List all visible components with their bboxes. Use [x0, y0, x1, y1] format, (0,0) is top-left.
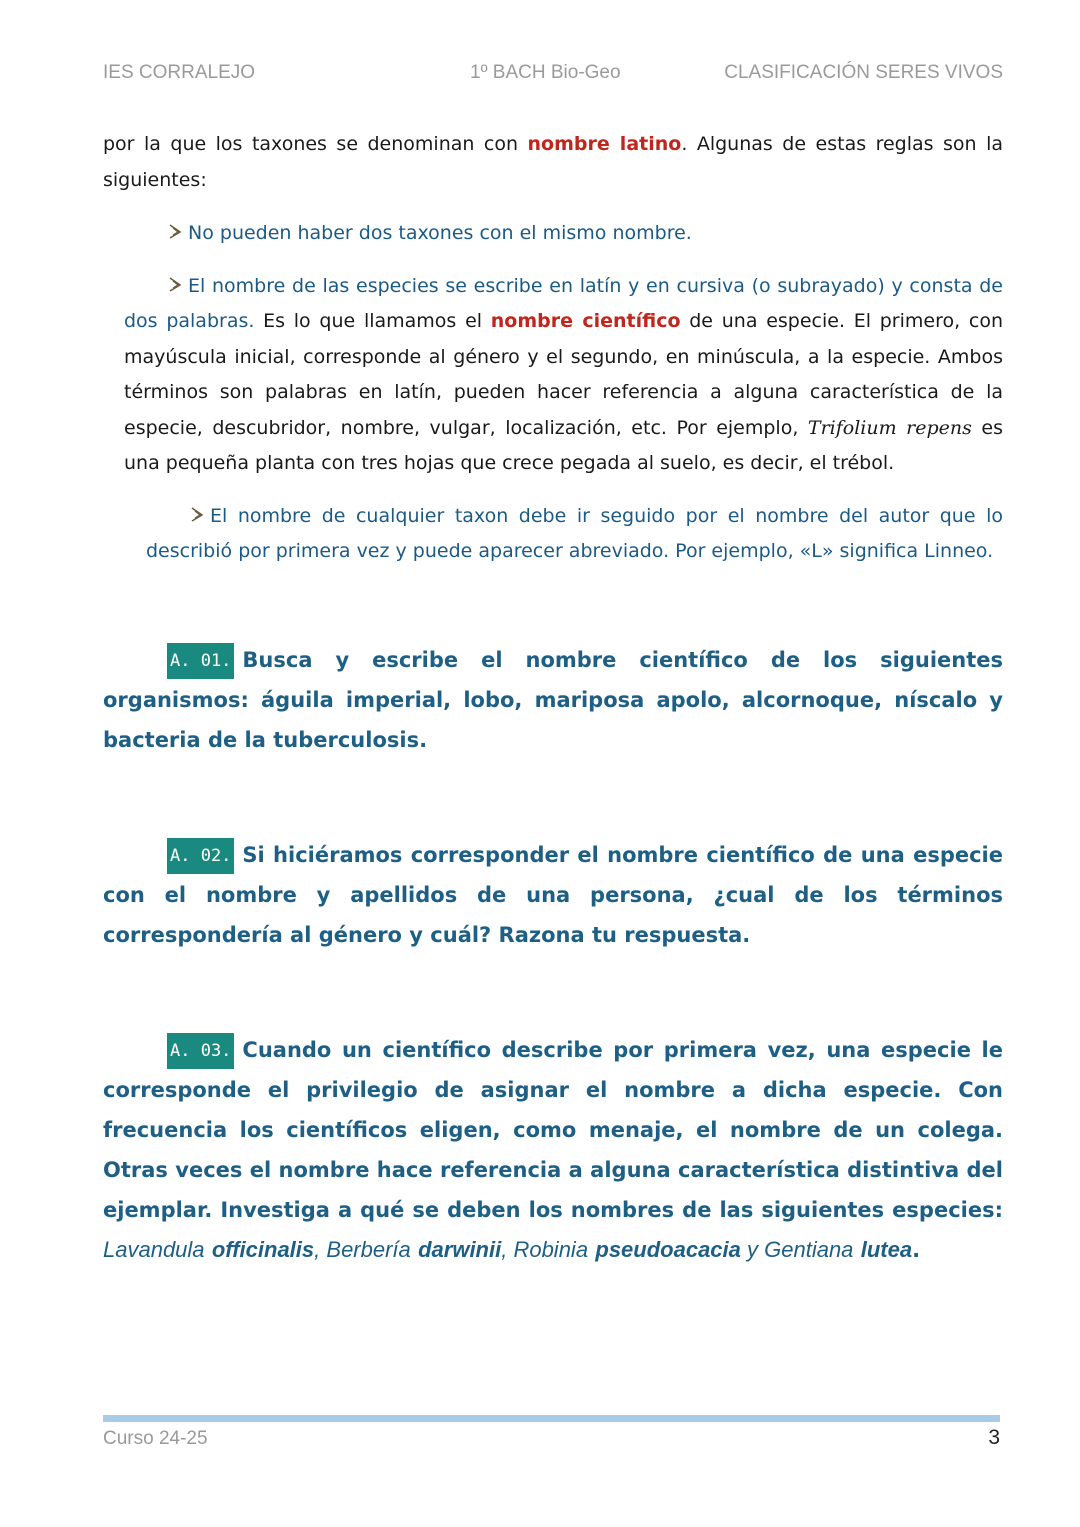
- footer-course: Curso 24-25: [103, 1428, 208, 1449]
- rule-item-2: [103, 269, 1003, 482]
- species-separator: y: [740, 1236, 765, 1262]
- rule-2-blue-text: El nombre de las especies se escribe en latín y en cursiva (o subrayado) y consta de dos palabras.: [124, 274, 1003, 332]
- rule-item-1: [103, 216, 1003, 252]
- species-epithet: officinalis: [211, 1236, 315, 1262]
- header-school: IES CORRALEJO: [103, 62, 256, 83]
- species-genus: Lavandula: [103, 1236, 205, 1262]
- species-epithet: darwinii: [418, 1236, 502, 1262]
- activity-03: [103, 1030, 1003, 1270]
- rule-2-highlight: nombre científico: [490, 310, 681, 332]
- species-separator: ,: [501, 1236, 514, 1262]
- page-content: [103, 127, 1003, 1270]
- rule-2-text-3: es una pequeña planta con tres hojas que crece pegada al suelo, es decir, el trébol.: [124, 416, 1003, 474]
- activity-tag: A. 03.: [167, 1033, 234, 1069]
- intro-highlight: nombre latino: [527, 133, 682, 155]
- species-epithet: lutea: [860, 1236, 913, 1262]
- page-number: 3: [988, 1426, 1000, 1449]
- species-genus: Gentiana: [764, 1236, 854, 1262]
- intro-text-1: por la que los taxones se denominan con: [103, 133, 528, 155]
- activity-03-end: .: [912, 1237, 921, 1262]
- footer-divider: [103, 1415, 1000, 1422]
- species-genus: Robinia: [513, 1236, 589, 1262]
- activity-01-text: Busca y escribe el nombre científico de los siguientes organismos: águila imperial, lobo, mariposa apolo, alcornoque, níscalo y bacteria de la tuberculosis.: [103, 647, 1003, 752]
- intro-text-2: . Algunas de estas reglas son la siguientes:: [103, 133, 1004, 191]
- rule-3-text: El nombre de cualquier taxon debe ir seguido por el nombre del autor que lo describió por primera vez y puede aparecer abreviado. Por ejemplo, «L» significa Linneo.: [146, 504, 1003, 562]
- activity-02: [103, 835, 1003, 955]
- header-topic: CLASIFICACIÓN SERES VIVOS: [724, 62, 1003, 83]
- rule-2-species: Trifolium repens: [807, 416, 972, 439]
- activity-02-text: Si hiciéramos corresponder el nombre científico de una especie con el nombre y apellidos de una persona, ¿cual de los términos correspondería al género y cuál? Razona tu respuesta.: [103, 842, 1003, 947]
- checkmark-arrow-icon: [167, 223, 184, 240]
- activity-tag: A. 01.: [167, 643, 234, 679]
- activity-01: [103, 640, 1003, 760]
- checkmark-arrow-icon: [189, 506, 206, 523]
- species-separator: ,: [314, 1236, 327, 1262]
- intro-paragraph: [103, 127, 1003, 198]
- activity-tag: A. 02.: [167, 838, 234, 874]
- activity-03-text: Cuando un científico describe por primera vez, una especie le corresponde el privilegio de asignar el nombre a dicha especie. Con frecuencia los científicos eligen, como menaje, el nombre de un colega. Otras veces el nombre hace referencia a alguna característica distintiva del ejemplar. Investiga a qué se deben los nombres de las siguientes especies:: [103, 1037, 1003, 1222]
- page-header: [103, 62, 1003, 88]
- rule-2-text-1: Es lo que llamamos el: [254, 310, 491, 332]
- rule-1-text: No pueden haber dos taxones con el mismo nombre.: [188, 222, 692, 244]
- rule-2-text-2: de una especie. El primero, con mayúscula inicial, corresponde al género y el segundo, en minúscula, a la especie. Ambos términos son palabras en latín, pueden hacer referencia a alguna característica de la especie, descubridor, nombre, vulgar, localización, etc. Por ejemplo,: [124, 310, 1004, 439]
- species-genus: Berbería: [326, 1236, 411, 1262]
- rule-item-3: [103, 499, 1003, 570]
- header-course: 1º BACH Bio-Geo: [470, 62, 621, 83]
- checkmark-arrow-icon: [167, 276, 184, 293]
- species-epithet: pseudoacacia: [595, 1236, 741, 1262]
